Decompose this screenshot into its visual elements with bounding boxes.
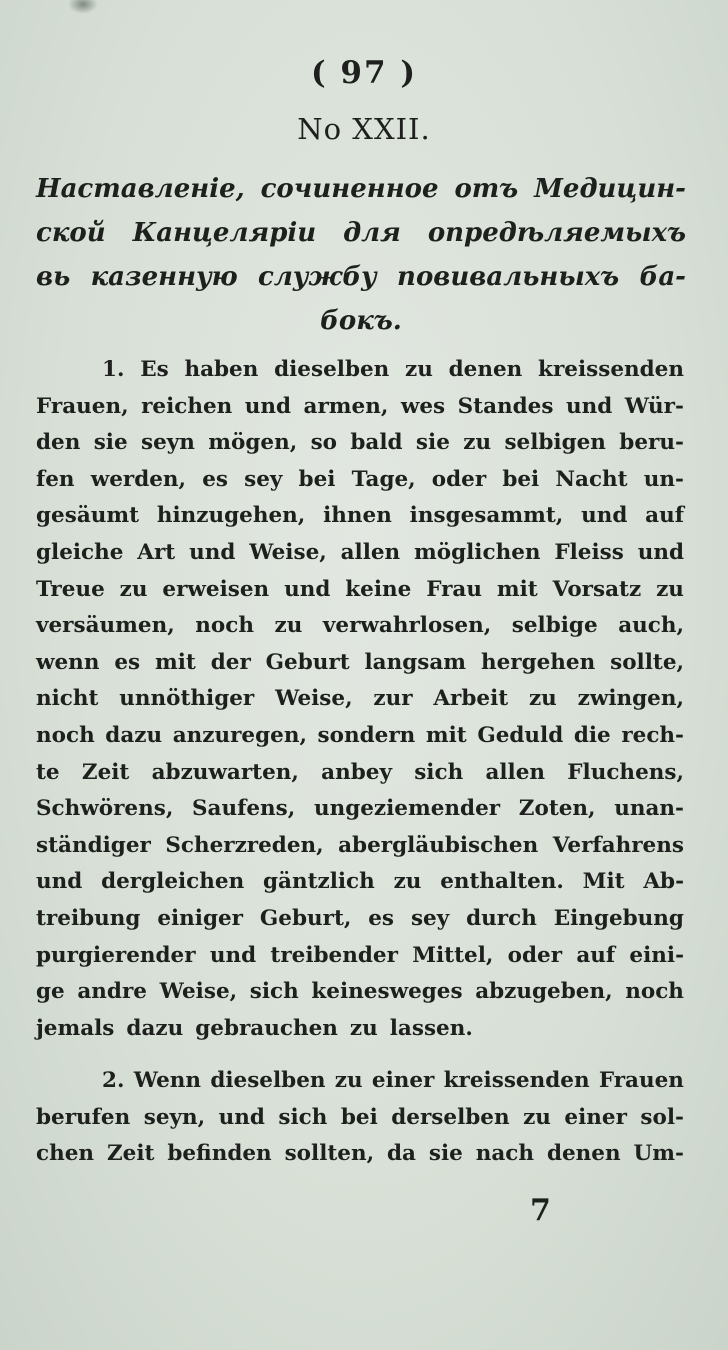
word: Vorsatz	[552, 576, 642, 602]
word: noch	[195, 613, 254, 639]
word: kreissenden	[538, 357, 684, 382]
word: zu	[656, 576, 684, 602]
word: enthalten.	[440, 869, 564, 895]
word: Wür-	[624, 393, 684, 419]
text-line	[36, 425, 684, 462]
word: te	[36, 759, 60, 785]
word: reichen	[141, 393, 233, 419]
word: rech-	[621, 722, 684, 748]
word: eini-	[629, 942, 684, 968]
word: und	[565, 393, 613, 419]
word: sey	[410, 905, 450, 931]
word: nach	[475, 1141, 535, 1167]
word: unan-	[614, 796, 684, 822]
word: befinden	[167, 1141, 272, 1167]
word: da	[387, 1141, 416, 1167]
word: Art	[137, 539, 176, 565]
text-line	[36, 535, 684, 572]
word: ба-	[639, 262, 686, 292]
word: Schwörens,	[36, 796, 174, 822]
word: seyn	[141, 430, 195, 456]
word: zu	[523, 1104, 551, 1130]
word: und	[284, 576, 331, 602]
word: keinesweges	[311, 979, 463, 1005]
word: Nacht	[555, 466, 628, 492]
word: 2.	[102, 1068, 125, 1094]
word: abergläubischen	[338, 832, 539, 858]
word: bald	[350, 430, 403, 456]
word: zu	[405, 357, 433, 382]
text-line	[36, 1136, 684, 1173]
word: zu	[334, 1068, 363, 1094]
document-number: No XXII.	[297, 112, 431, 146]
word: nicht	[36, 686, 99, 712]
word: anbey	[321, 759, 392, 785]
text-line	[36, 718, 684, 755]
word: gäntzlich	[262, 869, 375, 895]
word: Ab-	[643, 869, 684, 895]
word: oder	[507, 942, 563, 968]
word: jemals	[36, 1015, 115, 1041]
word: Tage,	[351, 466, 416, 492]
word: zur	[373, 686, 413, 712]
text-line	[36, 755, 684, 792]
word: abzuwarten,	[151, 759, 299, 785]
word: derselben	[391, 1104, 510, 1130]
word: noch	[36, 722, 95, 748]
word: beru-	[619, 430, 684, 456]
text-line	[36, 828, 684, 865]
word: einer	[371, 1068, 435, 1094]
title-line	[36, 211, 686, 255]
word: dazu	[126, 1015, 184, 1041]
word: опредѣляемыхъ	[427, 218, 686, 248]
word: Weise,	[159, 979, 238, 1005]
word: dieselben	[210, 1068, 326, 1094]
word: sie	[93, 430, 128, 456]
word: lassen.	[389, 1015, 473, 1041]
word: erweisen	[162, 576, 270, 602]
word: und	[244, 393, 292, 419]
word: oder	[431, 466, 487, 492]
word: sol-	[640, 1104, 684, 1130]
word: отъ	[454, 174, 519, 204]
word: gleiche	[36, 539, 124, 565]
word: bei	[340, 1104, 378, 1130]
word: treibender	[270, 942, 398, 968]
word: zwingen,	[577, 686, 684, 712]
word: auf	[645, 503, 684, 529]
word: der	[210, 649, 251, 675]
word: fen	[36, 466, 75, 492]
word: versäumen,	[36, 613, 175, 639]
word: insgesammt,	[409, 503, 564, 529]
word: ской	[36, 218, 106, 248]
word: Медицин-	[534, 174, 686, 204]
word: Standes	[457, 393, 554, 419]
document-title	[36, 167, 686, 343]
word: verwahrlosen,	[322, 613, 492, 639]
word: вь	[36, 262, 71, 292]
word: sie	[428, 1141, 463, 1167]
word: Treue	[36, 576, 105, 602]
word: Es	[140, 357, 169, 382]
word: berufen	[36, 1104, 131, 1130]
word: Weise,	[249, 539, 327, 565]
word: бокъ.	[320, 306, 402, 336]
text-line	[36, 681, 684, 718]
word: ge	[36, 979, 65, 1005]
word: hergehen	[480, 649, 596, 675]
word: hinzugehen,	[156, 503, 306, 529]
word: ständiger	[36, 832, 151, 858]
word: einiger	[157, 905, 244, 931]
word: sey	[244, 466, 283, 492]
word: selbigen	[504, 430, 606, 456]
word: purgierender	[36, 942, 196, 968]
word: kreissenden	[443, 1068, 590, 1094]
word: ungeziemender	[313, 796, 501, 822]
word: zu	[349, 1015, 378, 1041]
word: bei	[298, 466, 336, 492]
word: sollte,	[610, 649, 684, 675]
word: es	[368, 905, 395, 931]
text-line	[36, 938, 684, 975]
title-line	[36, 255, 686, 299]
word: для	[343, 218, 401, 248]
word: auf	[576, 942, 616, 968]
word: auch,	[618, 613, 684, 639]
word: zu	[119, 576, 148, 602]
word: sollten,	[284, 1141, 375, 1167]
text-line	[36, 791, 684, 828]
word: einer	[564, 1104, 627, 1130]
ink-smudge	[68, 0, 98, 14]
signature-mark: 7	[530, 1193, 551, 1228]
word: Arbeit	[433, 686, 509, 712]
word: die	[573, 722, 611, 748]
text-line	[36, 974, 684, 1011]
word: noch	[625, 979, 684, 1005]
title-line	[36, 299, 686, 343]
text-line	[36, 352, 684, 389]
word: sich	[278, 1104, 328, 1130]
word: treibung	[36, 905, 141, 931]
word: Zeit	[106, 1141, 155, 1167]
word: Канцеляріи	[132, 218, 317, 248]
word: es	[202, 466, 228, 492]
word: und	[581, 503, 628, 529]
word: haben	[184, 357, 259, 382]
word: keine	[345, 576, 412, 602]
word: es	[114, 649, 141, 675]
word: und	[209, 942, 257, 968]
word: und	[36, 869, 83, 895]
word: abzugeben,	[475, 979, 613, 1005]
word: wes	[400, 393, 446, 419]
word: Eingebung	[553, 905, 684, 931]
word: sich	[414, 759, 464, 785]
body-text	[36, 352, 684, 1173]
word: Geduld	[477, 722, 564, 748]
word: armen,	[303, 393, 389, 419]
word: un-	[643, 466, 684, 492]
word: allen	[485, 759, 546, 785]
text-line	[36, 901, 684, 938]
text-line	[36, 864, 684, 901]
word: mit	[496, 576, 538, 602]
word: mit	[425, 722, 467, 748]
text-line	[36, 645, 684, 682]
word: anzuregen,	[172, 722, 307, 748]
word: повивальныхъ	[397, 262, 620, 292]
word: ihnen	[323, 503, 392, 529]
word: Geburt	[265, 649, 350, 675]
title-line	[36, 167, 686, 211]
word: Geburt,	[259, 905, 352, 931]
page-number: ( 97 )	[310, 55, 418, 91]
word: selbige	[511, 613, 598, 639]
word: und	[218, 1104, 265, 1130]
word: sondern	[317, 722, 416, 748]
paragraph	[36, 1063, 684, 1173]
word: und	[637, 539, 684, 565]
word: zu	[393, 869, 422, 895]
word: zu	[274, 613, 303, 639]
word: möglichen	[414, 539, 541, 565]
word: Mittel,	[412, 942, 494, 968]
word: sich	[249, 979, 299, 1005]
word: sie	[415, 430, 450, 456]
word: denen	[546, 1141, 621, 1167]
text-line	[36, 498, 684, 535]
word: службу	[258, 262, 377, 292]
text-line	[36, 1011, 684, 1048]
text-line	[36, 389, 684, 426]
word: zu	[463, 430, 492, 456]
word: Frau	[426, 576, 482, 602]
word: Saufens,	[192, 796, 296, 822]
word: Weise,	[275, 686, 353, 712]
word: 1.	[102, 357, 125, 382]
word: unnöthiger	[119, 686, 255, 712]
word: dazu	[105, 722, 163, 748]
word: казенную	[90, 262, 238, 292]
word: Mit	[582, 869, 625, 895]
word: dieselben	[274, 357, 390, 382]
word: bei	[502, 466, 540, 492]
word: Um-	[633, 1141, 684, 1167]
word: Frauen,	[36, 393, 129, 419]
paragraph	[36, 352, 684, 1047]
word: gesäumt	[36, 503, 140, 529]
word: seyn,	[143, 1104, 206, 1130]
word: allen	[340, 539, 401, 565]
text-line	[36, 1063, 684, 1100]
word: Frauen	[598, 1068, 684, 1094]
word: сочиненное	[260, 174, 439, 204]
text-line	[36, 462, 684, 499]
word: andre	[77, 979, 147, 1005]
word: mögen,	[208, 430, 298, 456]
word: Наставленіе,	[36, 174, 245, 204]
text-line	[36, 572, 684, 609]
word: Scherzreden,	[165, 832, 324, 858]
word: so	[310, 430, 338, 456]
word: Zeit	[81, 759, 130, 785]
word: denen	[448, 357, 523, 382]
word: den	[36, 430, 81, 456]
word: dergleichen	[101, 869, 245, 895]
text-line	[36, 1100, 684, 1137]
word: werden,	[90, 466, 187, 492]
word: langsam	[364, 649, 467, 675]
word: gebrauchen	[195, 1015, 338, 1041]
word: Fleiss	[554, 539, 624, 565]
word: zu	[528, 686, 557, 712]
text-line	[36, 608, 684, 645]
word: Zoten,	[518, 796, 596, 822]
word: chen	[36, 1141, 95, 1167]
word: wenn	[36, 649, 100, 675]
word: mit	[155, 649, 196, 675]
word: durch	[466, 905, 537, 931]
word: Verfahrens	[552, 832, 684, 858]
word: Fluchens,	[567, 759, 684, 785]
word: Wenn	[133, 1068, 202, 1094]
word: und	[189, 539, 236, 565]
